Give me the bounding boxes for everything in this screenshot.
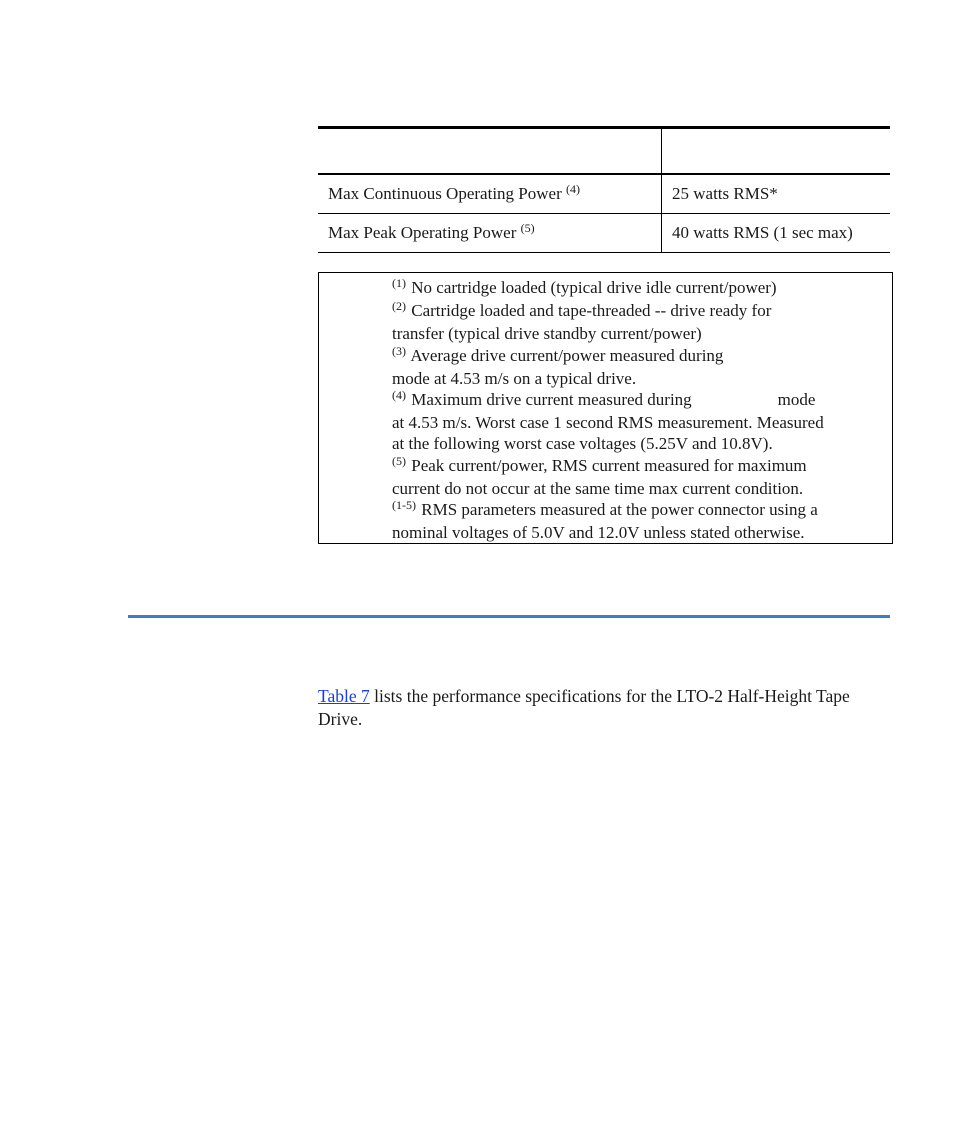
note-item (392, 300, 882, 344)
note-text: Maximum drive current measured during (411, 390, 692, 410)
note-text: at the following worst case voltages (5.25V and 10.8V). (392, 434, 773, 454)
row-label: Max Peak Operating Power (328, 223, 517, 242)
row-label: Max Continuous Operating Power (328, 184, 562, 203)
note-item (392, 277, 882, 300)
note-item (392, 455, 882, 499)
note-item (392, 345, 882, 389)
note-item (392, 389, 882, 455)
table-cell-value: 25 watts RMS* (672, 184, 778, 203)
note-text: Cartridge loaded and tape-threaded -- drive ready for (411, 301, 772, 321)
note-text: mode (777, 390, 816, 410)
note-text: Average drive current/power measured during (410, 345, 724, 365)
footnote-ref: (4) (565, 182, 580, 196)
note-text: at 4.53 m/s. Worst case 1 second RMS measurement. Measured (392, 413, 824, 433)
notes-list (392, 277, 882, 543)
table-cell-label (318, 214, 662, 252)
power-spec-table (318, 126, 890, 253)
table-cell-value: 40 watts RMS (1 sec max) (672, 223, 853, 242)
table-row (318, 214, 890, 253)
table-row (318, 175, 890, 214)
note-text: Peak current/power, RMS current measured for maximum (411, 455, 807, 475)
table-header-row (318, 129, 890, 175)
note-text: RMS parameters measured at the power connector using a (421, 500, 818, 520)
note-ref: (2) (392, 299, 406, 314)
table-cell-label (318, 175, 662, 213)
section-divider (128, 615, 890, 618)
note-item (392, 499, 882, 543)
note-text: current do not occur at the same time max current condition. (392, 478, 804, 498)
note-ref: (1) (392, 276, 406, 290)
note-ref: (3) (392, 343, 406, 358)
intro-paragraph (318, 685, 878, 731)
note-text: mode at 4.53 m/s on a typical drive. (392, 368, 637, 388)
table-notes-box (318, 272, 893, 544)
table-header-cell (318, 129, 662, 173)
note-text: nominal voltages of 5.0V and 12.0V unless stated otherwise. (392, 523, 805, 543)
intro-text: lists the performance specifications for the LTO-2 Half-Height Tape Drive. (318, 686, 850, 729)
footnote-ref: (5) (520, 221, 535, 235)
note-text: No cartridge loaded (typical drive idle current/power) (411, 278, 777, 297)
table-header-cell (662, 129, 890, 173)
table-7-link[interactable]: Table 7 (318, 686, 370, 706)
note-text: transfer (typical drive standby current/power) (392, 324, 702, 344)
note-ref: (4) (392, 388, 406, 403)
note-ref: (1-5) (392, 498, 416, 513)
note-ref: (5) (392, 453, 406, 468)
